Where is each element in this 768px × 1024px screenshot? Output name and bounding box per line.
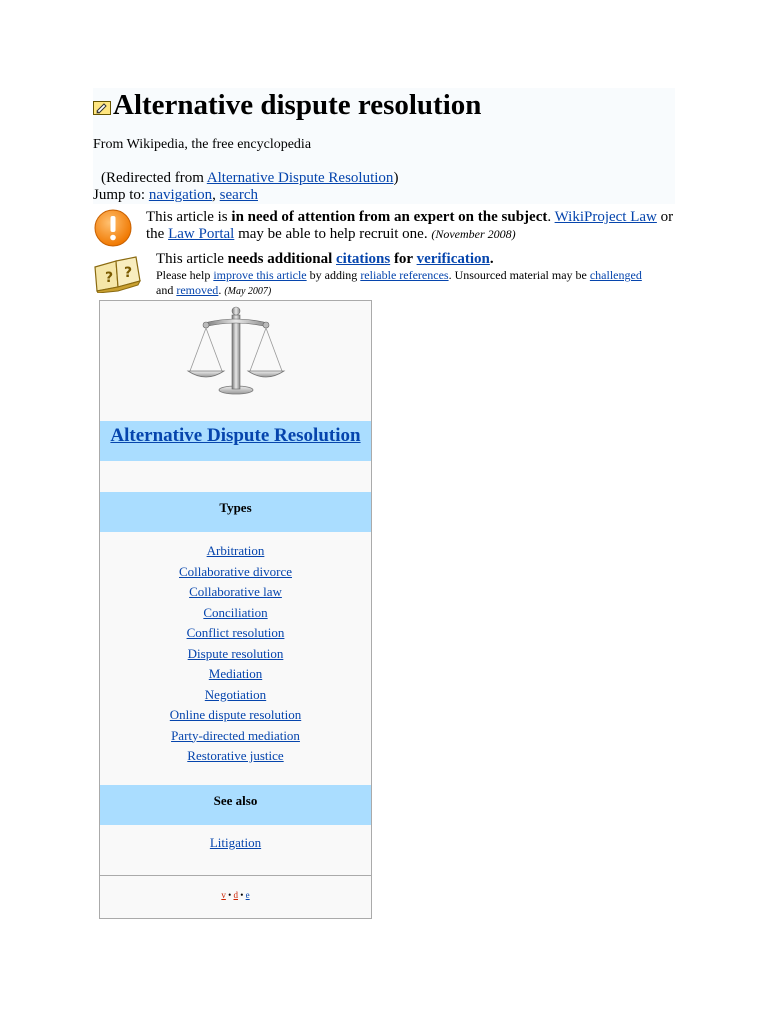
type-link-conflict-resolution[interactable]: Conflict resolution [186, 625, 285, 640]
list-item [100, 726, 371, 747]
citations-notice [156, 251, 656, 299]
page-title-text: Alternative dispute resolution [113, 89, 482, 121]
list-item [100, 705, 371, 726]
reliable-references-link[interactable]: reliable references [360, 268, 449, 282]
infobox-title [100, 421, 371, 461]
list-item [100, 623, 371, 644]
jump-to: Jump to: navigation, search [93, 187, 258, 203]
navbox-vde: v • d • e [221, 890, 250, 900]
type-link-collaborative-divorce[interactable]: Collaborative divorce [179, 563, 292, 579]
infobox-divider [100, 875, 371, 876]
list-item [100, 746, 371, 767]
edit-pencil-icon [93, 101, 111, 115]
list-item [100, 562, 371, 583]
citations-notice-main: This article needs additional citations for verification. [156, 251, 494, 267]
law-portal-link[interactable]: Law Portal [168, 226, 235, 242]
seealso-item [100, 835, 371, 851]
svg-text:?: ? [124, 265, 133, 281]
type-link-online-dispute-resolution[interactable]: Online dispute resolution [169, 707, 302, 722]
list-item [100, 664, 371, 685]
infobox-types-list [100, 541, 371, 767]
tagline: From Wikipedia, the free encyclopedia [93, 137, 312, 152]
challenged-link[interactable]: challenged [589, 268, 642, 282]
exclamation-icon [93, 208, 133, 248]
type-link-arbitration[interactable]: Arbitration [206, 543, 265, 558]
wikiproject-law-link[interactable]: WikiProject Law [554, 209, 657, 225]
jump-navigation-link[interactable]: navigation [148, 187, 213, 203]
type-link-restorative-justice[interactable]: Restorative justice [187, 748, 284, 763]
seealso-link-litigation[interactable]: Litigation [209, 835, 262, 850]
infobox-types-heading: Types [100, 492, 371, 532]
type-link-collaborative-law[interactable]: Collaborative law [189, 584, 282, 599]
infobox-seealso-heading: See also [100, 785, 371, 825]
verification-link[interactable]: verification [416, 251, 490, 267]
book-question-icon [92, 255, 142, 293]
infobox [99, 300, 372, 919]
type-link-dispute-resolution[interactable]: Dispute resolution [187, 645, 284, 661]
expert-attention-notice: This article is in need of attention from an expert on the subject. WikiProject Law or the Law Portal may be able to help recruit one. (November 2008) [146, 209, 674, 242]
improve-article-link[interactable]: improve this article [213, 268, 307, 282]
list-item [100, 603, 371, 624]
citations-notice-sub: Please help improve this article by adding reliable references. Unsourced material may be challenged and removed. (May 2007) [156, 268, 642, 297]
edit-template-link[interactable]: e [245, 890, 250, 900]
list-item [100, 582, 371, 603]
scales-of-justice-icon [100, 301, 371, 421]
svg-text:?: ? [105, 270, 114, 286]
redirect-source-link[interactable]: Alternative Dispute Resolution [206, 170, 394, 186]
type-link-negotiation[interactable]: Negotiation [204, 686, 267, 702]
type-link-conciliation[interactable]: Conciliation [203, 604, 268, 620]
citations-notice-date: (May 2007) [224, 286, 272, 297]
expert-notice-date: (November 2008) [431, 227, 516, 241]
list-item [100, 541, 371, 562]
list-item [100, 685, 371, 706]
jump-search-link[interactable]: search [219, 187, 258, 203]
page-title [93, 86, 481, 124]
discuss-template-link[interactable]: d [233, 890, 238, 900]
type-link-party-directed-mediation[interactable]: Party-directed mediation [171, 727, 300, 743]
list-item [100, 644, 371, 665]
infobox-title-link[interactable]: Alternative Dispute Resolution [110, 425, 361, 446]
citations-link[interactable]: citations [336, 251, 391, 267]
type-link-mediation[interactable]: Mediation [208, 666, 263, 681]
view-template-link[interactable]: v [221, 890, 226, 900]
redirect-notice: (Redirected from Alternative Dispute Resolution) [101, 170, 399, 186]
removed-link[interactable]: removed [176, 283, 219, 297]
